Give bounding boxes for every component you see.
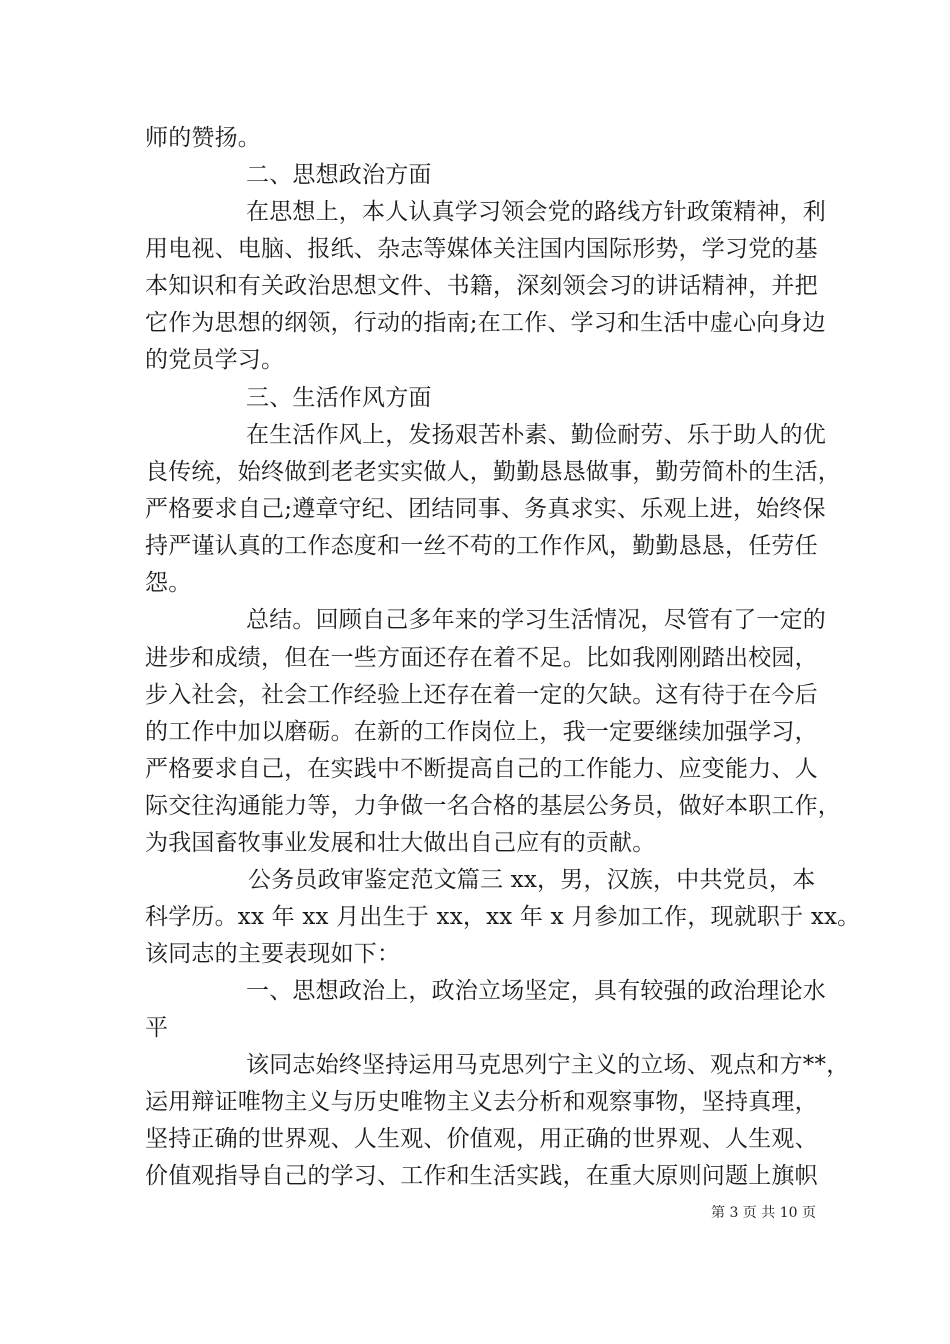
- text-line: 进步和成绩，但在一些方面还存在着不足。比如我刚刚踏出校园，: [145, 645, 818, 671]
- text-line: 的工作中加以磨砺。在新的工作岗位上，我一定要继续加强学习，: [145, 719, 818, 745]
- text-line: 它作为思想的纲领，行动的指南;在工作、学习和生活中虚心向身边: [145, 310, 826, 336]
- text-line: 本知识和有关政治思想文件、书籍，深刻领会习的讲话精神，并把: [145, 273, 818, 299]
- text-line: 平: [145, 1015, 169, 1041]
- text-line: 怨。: [145, 570, 192, 596]
- text-line: 在生活作风上，发扬艰苦朴素、勤俭耐劳、乐于助人的优: [246, 422, 826, 448]
- text-line: 严格要求自己，在实践中不断提高自己的工作能力、应变能力、人: [145, 756, 818, 782]
- text-line: 步入社会，社会工作经验上还存在着一定的欠缺。这有待于在今后: [145, 682, 818, 708]
- section-heading: 一、思想政治上，政治立场坚定，具有较强的政治理论水: [246, 978, 826, 1004]
- text-line: 总结。回顾自己多年来的学习生活情况，尽管有了一定的: [246, 607, 826, 633]
- text-line: 该同志始终坚持运用马克思列宁主义的立场、观点和方**，: [246, 1052, 850, 1078]
- section-heading: 三、生活作风方面: [246, 385, 432, 411]
- text-line: 该同志的主要表现如下：: [145, 941, 401, 967]
- text-line: 为我国畜牧事业发展和壮大做出自己应有的贡献。: [145, 830, 656, 856]
- text-line: 科学历。xx 年 xx 月出生于 xx，xx 年 x 月参加工作，现就职于 xx。: [145, 904, 861, 930]
- page-number: 第 3 页 共 10 页: [711, 1205, 816, 1221]
- text-line: 师的赞扬。: [145, 125, 261, 151]
- text-line: 价值观指导自己的学习、工作和生活实践，在重大原则问题上旗帜: [145, 1163, 818, 1189]
- text-line: 坚持正确的世界观、人生观、价值观，用正确的世界观、人生观、: [145, 1126, 818, 1152]
- text-line: 际交往沟通能力等，力争做一名合格的基层公务员，做好本职工作，: [145, 793, 841, 819]
- section-heading: 二、思想政治方面: [246, 162, 432, 188]
- text-line: 用电视、电脑、报纸、杂志等媒体关注国内国际形势，学习党的基: [145, 236, 818, 262]
- text-line: 在思想上，本人认真学习领会党的路线方针政策精神，利: [246, 199, 826, 225]
- text-line: 严格要求自己;遵章守纪、团结同事、务真求实、乐观上进，始终保: [145, 496, 826, 522]
- text-line: 的党员学习。: [145, 347, 285, 373]
- text-line: 运用辩证唯物主义与历史唯物主义去分析和观察事物，坚持真理，: [145, 1089, 818, 1115]
- text-line: 公务员政审鉴定范文篇三 xx，男，汉族，中共党员，本: [248, 867, 816, 893]
- text-line: 良传统，始终做到老老实实做人，勤勤恳恳做事，勤劳简朴的生活，: [145, 459, 841, 485]
- text-line: 持严谨认真的工作态度和一丝不苟的工作作风，勤勤恳恳，任劳任: [145, 533, 818, 559]
